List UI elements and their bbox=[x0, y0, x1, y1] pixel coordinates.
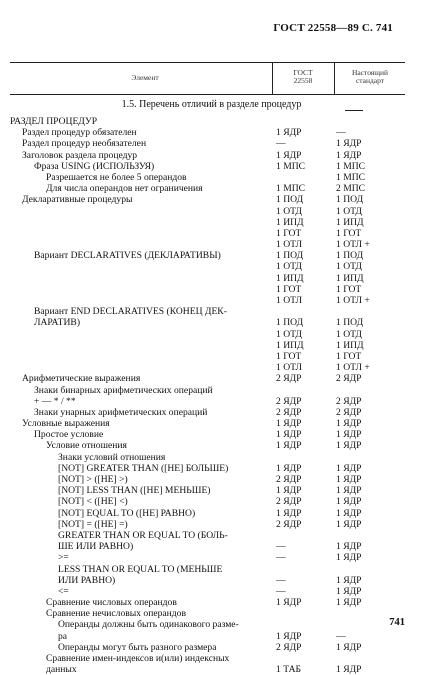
row-gost-value: 2 ЯДР bbox=[276, 518, 302, 530]
row-standard-value: 1 ОТД bbox=[336, 205, 362, 217]
table-row bbox=[0, 597, 423, 608]
row-element-text: [NOT] GREATER THAN ([НЕ] БОЛЬШЕ) bbox=[58, 462, 229, 474]
table-row bbox=[0, 172, 423, 183]
row-element-text: Арифметические выражения bbox=[22, 373, 141, 385]
row-element-text: Заголовок раздела процедур bbox=[22, 149, 138, 161]
row-element-text: Сравнение нечисловых операндов bbox=[46, 608, 187, 620]
row-element-text: Операнды могут быть разного размера bbox=[58, 641, 217, 653]
table-row bbox=[0, 340, 423, 351]
row-gost-value: 2 ЯДР bbox=[276, 641, 302, 653]
table-row bbox=[0, 317, 423, 328]
row-element-text: Разрешается не более 5 операндов bbox=[46, 171, 187, 183]
table-row bbox=[0, 329, 423, 340]
row-element-text: GREATER THAN OR EQUAL TO (БОЛЬ- bbox=[58, 529, 228, 541]
row-standard-value: 1 ОТЛ + bbox=[336, 295, 370, 306]
row-gost-value: 1 ЯДР bbox=[276, 440, 302, 452]
table-row bbox=[0, 418, 423, 429]
row-gost-value: 1 ЯДР bbox=[276, 149, 302, 161]
table-row bbox=[0, 385, 423, 396]
section-title: 1.5. Перечень отличий в разделе процедур bbox=[121, 99, 302, 110]
table-row bbox=[0, 530, 423, 541]
row-gost-value: 1 ТАБ bbox=[276, 664, 302, 675]
row-standard-value: 1 ЯДР bbox=[336, 440, 362, 452]
row-standard-value: 1 ЯДР bbox=[336, 474, 362, 485]
row-element-text: Фраза USING (ИСПОЛЬЗУЯ) bbox=[34, 160, 155, 172]
row-standard-value: 1 ЯДР bbox=[336, 485, 362, 497]
row-standard-value: — bbox=[336, 630, 346, 642]
row-standard-value: 1 ПОД bbox=[336, 317, 364, 329]
row-gost-value: 1 ИПД bbox=[276, 339, 304, 351]
row-element-text: [NOT] = ([НЕ] =) bbox=[58, 518, 128, 530]
row-gost-value: 1 ПОД bbox=[276, 317, 304, 329]
table-row bbox=[0, 508, 423, 519]
row-gost-value: 1 ОТЛ bbox=[276, 362, 303, 374]
table-row bbox=[0, 161, 423, 172]
table-row bbox=[0, 228, 423, 239]
row-standard-value: 1 ЯДР bbox=[336, 418, 362, 430]
row-standard-value: 1 ОТД bbox=[336, 328, 362, 340]
table-row bbox=[0, 295, 423, 306]
row-gost-value: 1 ГОТ bbox=[276, 350, 302, 362]
row-standard-value: 1 ЯДР bbox=[336, 496, 362, 508]
row-gost-value: 2 ЯДР bbox=[276, 496, 302, 508]
table-row bbox=[0, 273, 423, 284]
row-element-text: LESS THAN OR EQUAL TO (МЕНЬШЕ bbox=[58, 563, 223, 575]
table-row bbox=[0, 564, 423, 575]
row-gost-value: 1 ОТД bbox=[276, 328, 302, 340]
table-row bbox=[0, 306, 423, 317]
row-standard-value: 1 ЯДР bbox=[336, 507, 362, 519]
row-gost-value: 1 ЯДР bbox=[276, 429, 302, 441]
table-row bbox=[0, 284, 423, 295]
table-row bbox=[0, 664, 423, 675]
row-standard-value: 1 ЯДР bbox=[336, 429, 362, 441]
row-element-text: [NOT] > ([НЕ] >) bbox=[58, 474, 128, 485]
table-row bbox=[0, 183, 423, 194]
row-element-text: Раздел процедур необязателен bbox=[22, 138, 147, 150]
row-gost-value: 2 ЯДР bbox=[276, 373, 302, 385]
table-row bbox=[0, 150, 423, 161]
table-row bbox=[0, 485, 423, 496]
running-header: ГОСТ 22558—89 С. 741 bbox=[273, 22, 393, 34]
table-row bbox=[0, 452, 423, 463]
table-row bbox=[0, 552, 423, 563]
table-row bbox=[0, 250, 423, 261]
row-element-text: Знаки бинарных арифметических операций bbox=[34, 384, 213, 396]
row-standard-value: 1 ИПД bbox=[336, 272, 364, 284]
row-gost-value: 1 ЯДР bbox=[276, 597, 302, 609]
table-row bbox=[0, 642, 423, 653]
row-standard-value: 1 МПС bbox=[336, 171, 366, 183]
table-row bbox=[0, 541, 423, 552]
table-row bbox=[0, 261, 423, 272]
row-element-text: Операнды должны быть одинакового разме- bbox=[58, 619, 239, 631]
table-row bbox=[0, 496, 423, 507]
row-standard-value: 1 ЯДР bbox=[336, 518, 362, 530]
row-gost-value: 1 ОТД bbox=[276, 205, 302, 217]
row-standard-value: 1 ЯДР bbox=[336, 138, 362, 150]
row-gost-value: 1 ЯДР bbox=[276, 462, 302, 474]
row-element-text: Знаки унарных арифметических операций bbox=[34, 406, 208, 418]
table-row bbox=[0, 138, 423, 149]
table-row bbox=[0, 586, 423, 597]
row-element-text: Условные выражения bbox=[22, 418, 110, 430]
row-element-text: РАЗДЕЛ ПРОЦЕДУР bbox=[10, 116, 98, 127]
row-gost-value: 1 ЯДР bbox=[276, 507, 302, 519]
row-element-text: Сравнение имен-индексов и(или) индексных bbox=[46, 653, 230, 664]
table-row bbox=[0, 407, 423, 418]
row-element-text: Простое условие bbox=[34, 429, 104, 441]
row-element-text: Условие отношения bbox=[46, 440, 127, 452]
row-gost-value: — bbox=[276, 585, 286, 597]
row-gost-value: 1 ЯДР bbox=[276, 127, 302, 139]
table-row bbox=[0, 608, 423, 619]
row-standard-value: 1 ПОД bbox=[336, 250, 364, 262]
row-standard-value: 1 ЯДР bbox=[336, 462, 362, 474]
row-standard-value: 1 ЯДР bbox=[336, 149, 362, 161]
row-standard-value: 1 ГОТ bbox=[336, 227, 362, 239]
table-row bbox=[0, 239, 423, 250]
row-element-text: [NOT] < ([НЕ] <) bbox=[58, 496, 128, 508]
row-standard-value: 1 ЯДР bbox=[336, 541, 362, 553]
row-element-text: ИЛИ РАВНО) bbox=[58, 574, 116, 586]
row-gost-value: 1 ГОТ bbox=[276, 227, 302, 239]
row-gost-value: 1 ИПД bbox=[276, 216, 304, 228]
row-gost-value: — bbox=[276, 138, 286, 150]
table-row bbox=[0, 351, 423, 362]
row-standard-value: 2 ЯДР bbox=[336, 373, 362, 385]
row-gost-value: 1 ЯДР bbox=[276, 418, 302, 430]
table-header bbox=[10, 62, 405, 95]
table-row bbox=[0, 619, 423, 630]
row-gost-value: 1 ИПД bbox=[276, 272, 304, 284]
table-row bbox=[0, 463, 423, 474]
row-gost-value: 2 ЯДР bbox=[276, 474, 302, 485]
row-standard-value: 1 ОТД bbox=[336, 261, 362, 273]
table-row bbox=[0, 631, 423, 642]
row-gost-value: 1 МПС bbox=[276, 183, 306, 195]
row-standard-value: 1 МПС bbox=[336, 160, 366, 172]
row-element-text: ШЕ ИЛИ РАВНО) bbox=[58, 541, 134, 553]
row-element-text: [NOT] LESS THAN ([НЕ] МЕНЬШЕ) bbox=[58, 485, 211, 497]
row-element-text: Раздел процедур обязателен bbox=[22, 127, 137, 139]
row-standard-value: 1 ИПД bbox=[336, 216, 364, 228]
row-gost-value: — bbox=[276, 552, 286, 564]
row-standard-value: 1 ЯДР bbox=[336, 641, 362, 653]
row-gost-value: 1 ОТЛ bbox=[276, 239, 303, 251]
column-header-standard: Настоящий стандарт bbox=[351, 68, 389, 85]
row-standard-value: 1 ЯДР bbox=[336, 664, 362, 675]
table-row bbox=[0, 396, 423, 407]
row-gost-value: 1 ПОД bbox=[276, 250, 304, 262]
row-element-text: Сравнение числовых операндов bbox=[46, 597, 177, 609]
row-element-text: ра bbox=[58, 630, 68, 642]
table-row bbox=[0, 127, 423, 138]
table-row bbox=[0, 362, 423, 373]
row-gost-value: 1 ЯДР bbox=[276, 485, 302, 497]
row-element-text: Декларативные процедуры bbox=[22, 194, 133, 206]
row-gost-value: 1 МПС bbox=[276, 160, 306, 172]
row-gost-value: 1 ОТД bbox=[276, 261, 302, 273]
row-gost-value: 2 ЯДР bbox=[276, 395, 302, 407]
row-gost-value: 2 ЯДР bbox=[276, 406, 302, 418]
row-element-text: Для числа операндов нет ограничения bbox=[46, 183, 203, 195]
row-element-text: <= bbox=[58, 585, 69, 597]
table-row bbox=[0, 206, 423, 217]
row-standard-value: 1 ГОТ bbox=[336, 350, 362, 362]
table-row bbox=[0, 653, 423, 664]
row-gost-value: 1 ПОД bbox=[276, 194, 304, 206]
row-element-text: данных bbox=[46, 664, 77, 675]
row-standard-value: 1 ОТЛ + bbox=[336, 239, 370, 251]
row-gost-value: — bbox=[276, 574, 286, 586]
column-header-gost: ГОСТ 22558 bbox=[293, 68, 313, 85]
table-row bbox=[0, 194, 423, 205]
row-standard-value: 1 ОТЛ + bbox=[336, 362, 370, 374]
row-standard-value: 2 МПС bbox=[336, 183, 366, 195]
row-standard-value: 1 ЯДР bbox=[336, 597, 362, 609]
row-element-text: Знаки условий отношения bbox=[58, 451, 166, 463]
column-header-element: Элемент bbox=[131, 73, 159, 82]
row-element-text: + — * / ** bbox=[34, 395, 76, 407]
table-row bbox=[0, 474, 423, 485]
row-standard-value: 1 ЯДР bbox=[336, 585, 362, 597]
row-element-text: Вариант END DECLARATIVES (КОНЕЦ ДЕК- bbox=[34, 306, 227, 318]
row-standard-value: 1 ЯДР bbox=[336, 552, 362, 564]
table-row bbox=[0, 440, 423, 451]
row-gost-value: — bbox=[276, 541, 286, 553]
row-standard-value: 2 ЯДР bbox=[336, 395, 362, 407]
table-row bbox=[0, 373, 423, 384]
table-row bbox=[0, 429, 423, 440]
comparison-table-body bbox=[0, 116, 423, 675]
row-standard-value: 1 ГОТ bbox=[336, 283, 362, 295]
row-standard-value: 1 ИПД bbox=[336, 339, 364, 351]
table-row bbox=[0, 575, 423, 586]
row-standard-value: 1 ЯДР bbox=[336, 574, 362, 586]
short-rule bbox=[345, 110, 363, 111]
page-number: 741 bbox=[389, 617, 405, 628]
table-row bbox=[0, 217, 423, 228]
row-element-text: Вариант DECLARATIVES (ДЕКЛАРАТИВЫ) bbox=[34, 250, 221, 262]
row-standard-value: 1 ПОД bbox=[336, 194, 364, 206]
row-standard-value: — bbox=[336, 127, 346, 139]
row-gost-value: 1 ОТЛ bbox=[276, 295, 303, 306]
table-row bbox=[0, 519, 423, 530]
row-element-text: ЛАРАТИВ) bbox=[34, 317, 81, 329]
table-row bbox=[0, 116, 423, 127]
row-element-text: [NOT] EQUAL TO ([НЕ] РАВНО) bbox=[58, 507, 196, 519]
row-gost-value: 1 ЯДР bbox=[276, 630, 302, 642]
row-gost-value: 1 ГОТ bbox=[276, 283, 302, 295]
row-element-text: >= bbox=[58, 552, 69, 564]
row-standard-value: 2 ЯДР bbox=[336, 406, 362, 418]
